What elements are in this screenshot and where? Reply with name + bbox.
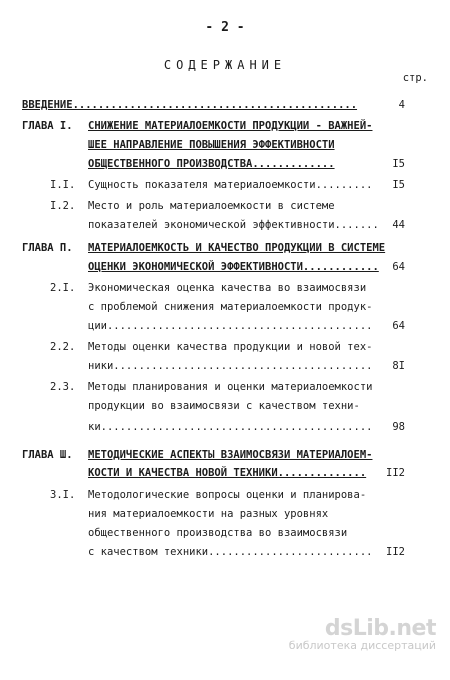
chapter-label: ГЛАВА I. — [22, 120, 73, 132]
toc-line — [0, 317, 450, 335]
toc-line — [0, 197, 450, 215]
toc-line — [0, 96, 450, 114]
toc-line — [0, 338, 450, 356]
watermark-subtitle: библиотека диссертаций — [288, 639, 436, 652]
toc-line — [0, 464, 450, 482]
toc-entry-text: ния материалоемкости на разных уровнях — [88, 508, 329, 520]
toc-entry-text: ники......................................... — [88, 360, 373, 372]
toc-page-number: II2 — [386, 546, 405, 558]
toc-page-number: 4 — [398, 99, 405, 111]
toc-page-number: 8I — [392, 360, 405, 372]
toc-line — [0, 446, 450, 464]
toc-page-number: 64 — [392, 261, 405, 273]
toc-line — [0, 239, 450, 257]
toc-line — [0, 378, 450, 396]
toc-entry-text: Место и роль материалоемкости в системе — [88, 200, 335, 212]
section-label: 2.I. — [50, 282, 76, 294]
toc-entry-text: ки........................................... — [88, 421, 373, 433]
toc-line — [0, 176, 450, 194]
toc-page-number: I5 — [392, 158, 405, 170]
toc-entry-text: Экономическая оценка качества во взаимосвязи — [88, 282, 367, 294]
toc-line — [0, 357, 450, 375]
toc-page-number: II2 — [386, 467, 405, 479]
toc-line — [0, 216, 450, 234]
toc-page-number: 98 — [392, 421, 405, 433]
toc-entry-text: Методы оценки качества продукции и новой тех- — [88, 341, 373, 353]
toc-entry-text: ВВЕДЕНИЕ............................................. — [22, 99, 358, 111]
toc-entry-text: с качеством техники.......................... — [88, 546, 373, 558]
chapter-label: ГЛАВА Ш. — [22, 449, 73, 461]
section-label: 3.I. — [50, 489, 76, 501]
toc-line — [0, 155, 450, 173]
toc-line — [0, 298, 450, 316]
toc-entry-text: КОСТИ И КАЧЕСТВА НОВОЙ ТЕХНИКИ.............. — [88, 467, 367, 479]
toc-line — [0, 543, 450, 561]
toc-line — [0, 524, 450, 542]
toc-entry-text: ОЦЕНКИ ЭКОНОМИЧЕСКОЙ ЭФФЕКТИВНОСТИ............ — [88, 261, 379, 273]
toc-entry-text: ции.......................................... — [88, 320, 373, 332]
toc-line — [0, 117, 450, 135]
toc-page-number: 44 — [392, 219, 405, 231]
section-label: 2.2. — [50, 341, 76, 353]
section-label: 2.3. — [50, 381, 76, 393]
toc-entry-text: продукции во взаимосвязи с качеством техни- — [88, 400, 360, 412]
toc-entry-text: показателей экономической эффективности....... — [88, 219, 379, 231]
toc-entry-text: МЕТОДИЧЕСКИЕ АСПЕКТЫ ВЗАИМОСВЯЗИ МАТЕРИАЛОЕМ- — [88, 449, 373, 461]
toc-entry-text: ШЕЕ НАПРАВЛЕНИЕ ПОВЫШЕНИЯ ЭФФЕКТИВНОСТИ — [88, 139, 335, 151]
page-column-header: стр. — [402, 72, 428, 84]
toc-entry-text: МАТЕРИАЛОЕМКОСТЬ И КАЧЕСТВО ПРОДУКЦИИ В СИСТЕМЕ — [88, 242, 386, 254]
toc-entry-text: с проблемой снижения материалоемкости продук- — [88, 301, 373, 313]
page-number: - 2 - — [205, 20, 245, 35]
toc-title: СОДЕРЖАНИЕ — [163, 58, 287, 72]
toc-line — [0, 418, 450, 436]
toc-entry-text: Методологические вопросы оценки и планирова- — [88, 489, 367, 501]
toc-page-number: 64 — [392, 320, 405, 332]
toc-entry-text: Методы планирования и оценки материалоемкости — [88, 381, 373, 393]
toc-entry-text: ОБЩЕСТВЕННОГО ПРОИЗВОДСТВА............. — [88, 158, 335, 170]
toc-line — [0, 279, 450, 297]
section-label: I.2. — [50, 200, 76, 212]
toc-entry-text: СНИЖЕНИЕ МАТЕРИАЛОЕМКОСТИ ПРОДУКЦИИ - ВАЖНЕЙ- — [88, 120, 373, 132]
watermark — [289, 616, 436, 652]
toc-line — [0, 258, 450, 276]
toc-page-number: I5 — [392, 179, 405, 191]
chapter-label: ГЛАВА П. — [22, 242, 73, 254]
toc-line — [0, 136, 450, 154]
toc-line — [0, 397, 450, 415]
toc-entry-text: общественного производства во взаимосвязи — [88, 527, 348, 539]
toc-line — [0, 486, 450, 504]
toc-line — [0, 505, 450, 523]
section-label: I.I. — [50, 179, 76, 191]
watermark-logo: dsLib.net — [324, 616, 436, 641]
toc-entry-text: Сущность показателя материалоемкости......... — [88, 179, 373, 191]
